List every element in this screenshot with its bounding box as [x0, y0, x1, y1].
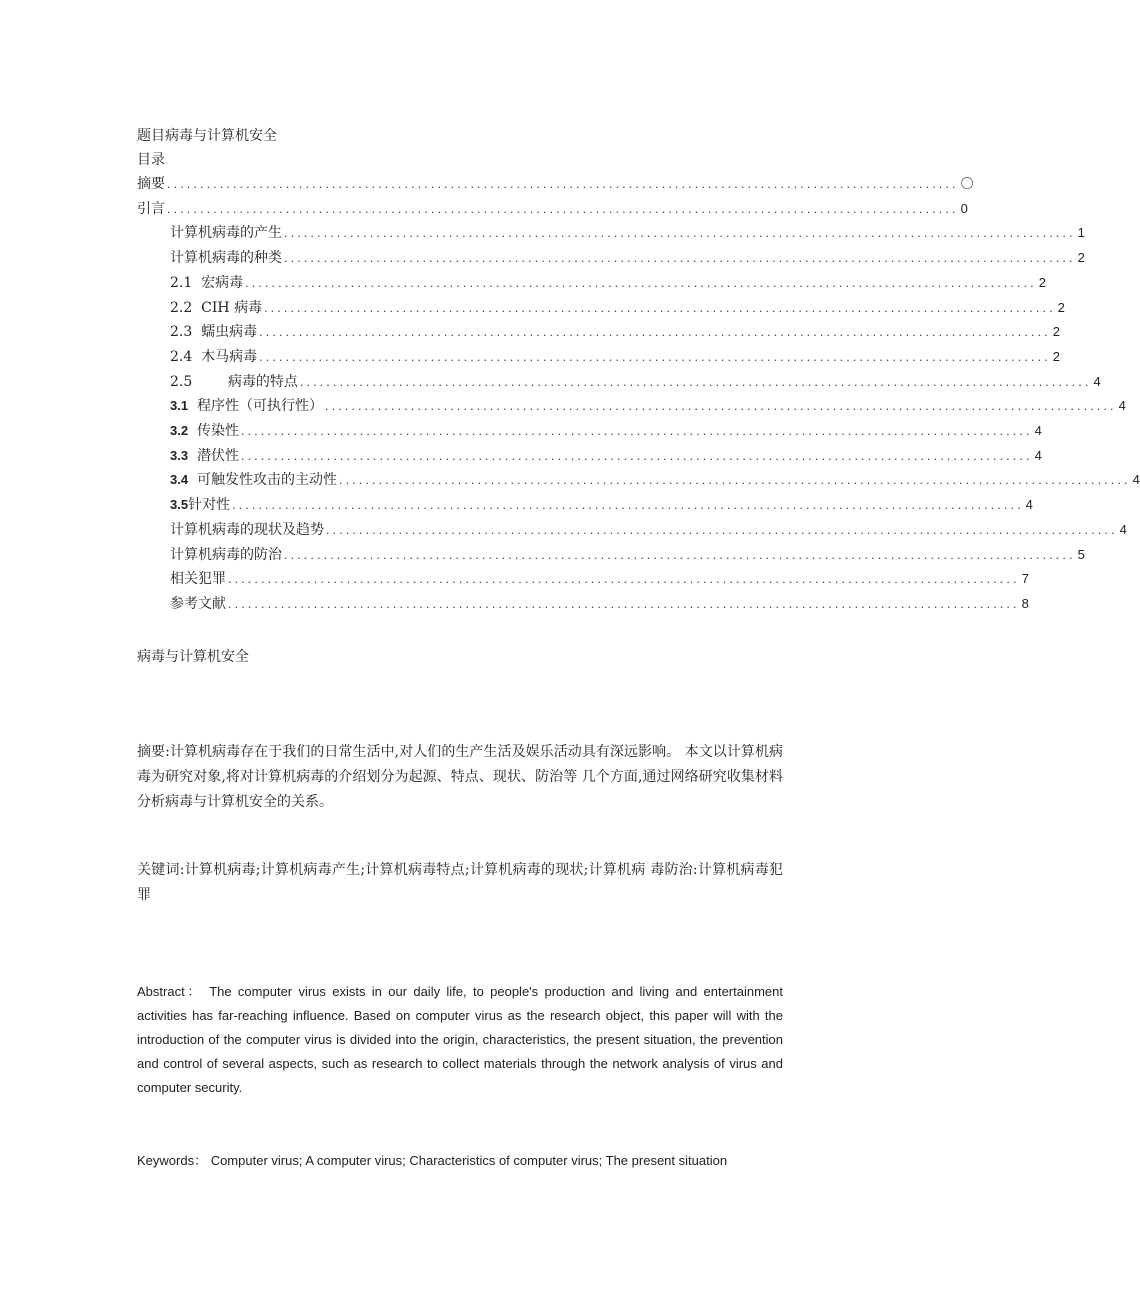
section-title: 病毒与计算机安全 [137, 649, 249, 665]
toc-leader-dots: ........................................................................................................................ [324, 400, 1117, 414]
toc-leader-dots: ........................................................................................................................ [167, 178, 959, 191]
toc-page-number: 5 [1077, 546, 1085, 562]
toc-entry-number: 2.1 [170, 274, 193, 291]
toc-entry-text: 引言 [137, 200, 165, 217]
toc-heading: 目录 [137, 152, 165, 168]
document-title: 题目病毒与计算机安全 [137, 128, 277, 144]
toc-entry-text: 参考文献 [170, 595, 226, 612]
toc-entry-text: 潜伏性 [196, 447, 239, 464]
toc-leader-dots: ........................................................................................................................ [228, 597, 1020, 611]
toc-leader-dots: ........................................................................................................................ [299, 375, 1092, 389]
toc-entry-label [170, 322, 257, 342]
toc-page-number: 4 [1034, 447, 1042, 463]
english-keywords: Keywords： Computer virus; A computer virus; Characteristics of computer virus; The present situation [137, 1153, 728, 1168]
toc-entry[interactable] [170, 273, 1046, 293]
toc-entry-number: 2.2 [170, 299, 193, 316]
toc-entry[interactable] [170, 470, 1140, 490]
toc-leader-dots: ........................................................................................................................ [338, 474, 1131, 488]
toc-entry-label [137, 199, 165, 219]
toc-entry-label [170, 298, 262, 318]
toc-page-number: 4 [1093, 373, 1101, 389]
toc-entry-number: 3.5 [170, 497, 189, 513]
english-abstract: Abstract： The computer virus exists in our daily life, to people's production and living and entertainment activities has far-reaching influence. Based on computer virus as the research object, this paper will with the introduction of the computer virus is divided into the origin, characteristics, the present situation, the prevention and control of several aspects, such as research to collect materials through the network analysis of virus and computer security. [137, 984, 783, 1095]
toc-entry-number: 3.2 [170, 423, 189, 438]
toc-page-number: 4 [1025, 497, 1033, 513]
toc-entry-number: 3.4 [170, 472, 189, 488]
toc-entry-label [170, 520, 324, 540]
chinese-keywords: 关键词:计算机病毒;计算机病毒产生;计算机病毒特点;计算机病毒的现状;计算机病 毒防治:计算机病毒犯罪 [137, 862, 783, 903]
toc-entry[interactable] [170, 569, 1029, 589]
toc-entry[interactable] [170, 495, 1033, 515]
toc-leader-dots: ........................................................................................................................ [259, 326, 1051, 340]
toc-entry-label [170, 347, 257, 367]
chinese-abstract: 摘要:计算机病毒存在于我们的日常生活中,对人们的生产生活及娱乐活动具有深远影响。 本文以计算机病毒为研究对象,将对计算机病毒的介绍划分为起源、特点、现状、防治等 几个方面,通过网络研究收集材料分析病毒与计算机安全的关系。 [137, 744, 783, 810]
toc-leader-dots: ........................................................................................................................ [240, 449, 1033, 463]
toc-entry[interactable] [170, 545, 1085, 565]
toc-entry[interactable] [170, 594, 1029, 614]
toc-entry-text: 计算机病毒的产生 [170, 225, 282, 242]
toc-entry-text: 摘要 [137, 176, 165, 192]
toc-entry-number: 3.1 [170, 398, 189, 414]
toc-leader-dots: ........................................................................................................................ [240, 425, 1033, 438]
toc-entry-label [170, 446, 239, 466]
toc-page-number: 2 [1038, 274, 1046, 290]
toc-page-number: 2 [1077, 250, 1085, 266]
toc-page-number: 4 [1132, 472, 1140, 488]
toc-entry-text: 可触发性攻击的主动性 [196, 472, 337, 489]
toc-entry[interactable] [137, 174, 974, 194]
toc-entry-label [170, 396, 323, 416]
toc-leader-dots: ........................................................................................................................ [259, 350, 1051, 364]
toc-entry[interactable] [170, 446, 1042, 466]
toc-entry[interactable] [170, 223, 1085, 243]
toc-leader-dots: ........................................................................................................................ [284, 252, 1076, 266]
toc-entry[interactable] [170, 372, 1101, 392]
toc-entry-text: 传染性 [196, 423, 239, 439]
toc-leader-dots: ........................................................................................................................ [232, 499, 1024, 513]
toc-entry-label [170, 421, 239, 441]
toc-page-number: 4 [1034, 423, 1042, 438]
toc-entry[interactable] [170, 322, 1060, 342]
toc-entry[interactable] [170, 520, 1127, 540]
toc-entry-label [170, 470, 337, 490]
toc-leader-dots: ........................................................................................................................ [284, 227, 1076, 241]
toc-page-number: 7 [1021, 571, 1029, 587]
toc-entry-number: 2.5 [170, 373, 193, 390]
toc-entry-text: 计算机病毒的防治 [170, 546, 282, 563]
toc-leader-dots: ........................................................................................................................ [264, 301, 1056, 315]
toc-page-number: 2 [1057, 299, 1065, 315]
toc-leader-dots: ........................................................................................................................ [245, 276, 1037, 290]
toc-entry[interactable] [170, 421, 1042, 441]
toc-entry[interactable] [170, 396, 1126, 416]
toc-entry-text: 程序性（可执行性） [196, 398, 323, 415]
toc-page-number: 1 [1077, 225, 1085, 241]
toc-entry-label [170, 594, 226, 614]
toc-entry-text: 蠕虫病毒 [201, 324, 258, 341]
toc-leader-dots: ........................................................................................................................ [284, 548, 1076, 562]
toc-entry-number: 3.3 [170, 447, 189, 463]
toc-leader-dots: ........................................................................................................................ [167, 202, 959, 216]
toc-entry-text: 针对性 [188, 497, 231, 514]
toc-entry-text: 木马病毒 [201, 348, 258, 365]
toc-page-number: 2 [1052, 348, 1060, 364]
toc-entry-label [170, 569, 226, 589]
toc-entry-number: 2.4 [170, 348, 193, 365]
toc-entry[interactable] [170, 298, 1065, 318]
toc-page-number: 〇 [960, 176, 974, 191]
toc-entry-text: 计算机病毒的现状及趋势 [170, 521, 324, 538]
toc-entry[interactable] [170, 248, 1085, 268]
toc-entry-label [137, 174, 165, 194]
toc-page-number: 4 [1119, 521, 1127, 537]
toc-entry-label [170, 223, 282, 243]
toc-leader-dots: ........................................................................................................................ [326, 523, 1118, 537]
toc-entry-text: 计算机病毒的种类 [170, 250, 282, 267]
toc-entry-label [170, 372, 298, 392]
toc-entry-label [170, 273, 243, 293]
toc-entry-text: 相关犯罪 [170, 571, 226, 588]
toc-entry-label [170, 495, 230, 515]
toc-page-number: 8 [1021, 595, 1029, 611]
toc-page-number: 2 [1052, 324, 1060, 340]
toc-page-number: 0 [960, 200, 968, 216]
toc-leader-dots: ........................................................................................................................ [228, 573, 1020, 587]
toc-entry-label [170, 248, 282, 268]
toc-entry[interactable] [137, 199, 968, 219]
toc-entry-text: 宏病毒 [201, 274, 244, 291]
toc-entry-text: CIH 病毒 [201, 299, 263, 316]
toc-page-number: 4 [1118, 398, 1126, 414]
toc-entry-text: 病毒的特点 [227, 373, 298, 390]
toc-entry[interactable] [170, 347, 1060, 367]
toc-entry-number: 2.3 [170, 324, 193, 341]
toc-entry-label [170, 545, 282, 565]
